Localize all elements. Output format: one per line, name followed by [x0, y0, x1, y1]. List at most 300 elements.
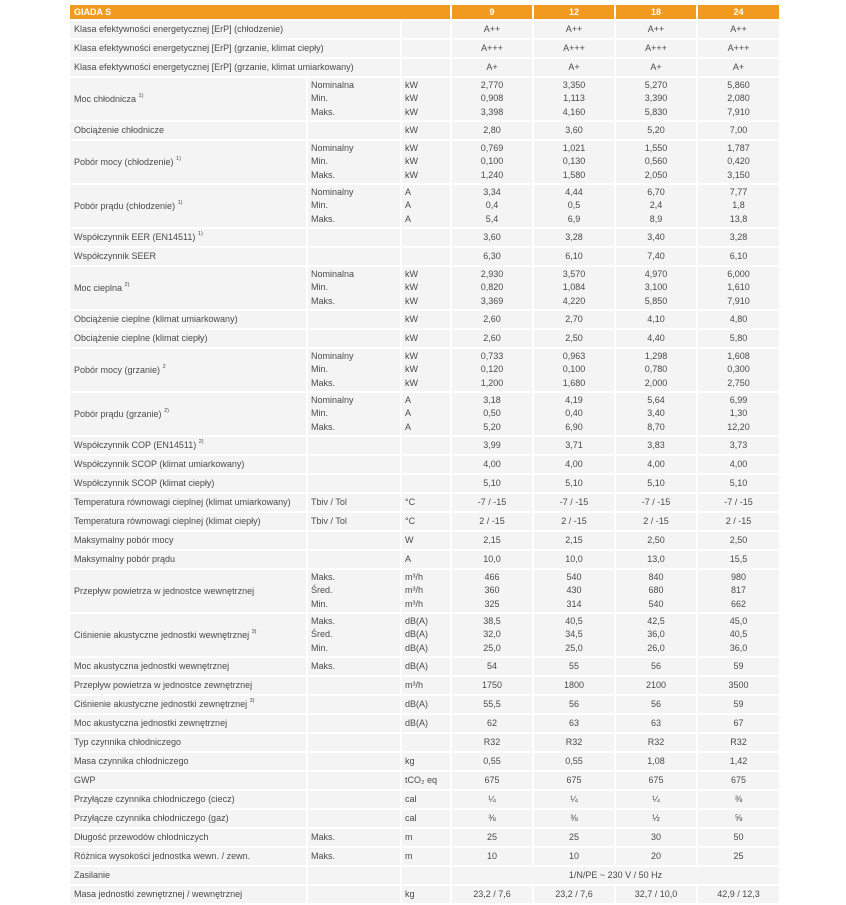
value-cell: R32: [534, 734, 616, 753]
row-unit: tCO₂ eq: [402, 772, 452, 791]
row-condition: [308, 330, 402, 349]
value-cell-line: 0,4: [485, 200, 499, 211]
value-cell: [698, 393, 781, 437]
table-row: [70, 772, 781, 791]
value-cell: 0,55: [452, 753, 534, 772]
value-cell-line: 4,220: [562, 295, 586, 306]
value-cell: 20: [616, 848, 698, 867]
value-cell-line: 25,0: [483, 642, 501, 653]
row-unit-line: dB(A): [405, 629, 429, 640]
value-cell-line: 4,160: [562, 106, 586, 117]
row-label: [70, 122, 308, 141]
table-row: [70, 658, 781, 677]
value-cell: [452, 570, 534, 614]
value-cell: 3,83: [616, 437, 698, 456]
value-cell-line: 1,787: [727, 142, 750, 153]
row-condition-line: Śred.: [311, 629, 333, 640]
row-condition-line: Nominalny: [311, 350, 354, 361]
value-cell: [452, 267, 534, 311]
value-cell-line: 6,70: [647, 186, 665, 197]
row-condition: [308, 267, 402, 311]
row-unit: kg: [402, 753, 452, 772]
value-cell: [698, 141, 781, 185]
row-label-text: Pobór mocy (grzanie): [74, 364, 161, 375]
value-cell: 30: [616, 829, 698, 848]
row-unit-line: m³/h: [405, 585, 423, 596]
row-condition-line: Min.: [311, 598, 329, 609]
value-cell-line: 3,350: [562, 79, 586, 90]
row-label-text: Temperatura równowagi cieplnej (klimat ciepły): [74, 516, 261, 526]
row-unit-line: kW: [405, 169, 418, 180]
row-unit: [402, 734, 452, 753]
value-cell: 6,30: [452, 248, 534, 267]
row-label-text: Obciążenie chłodnicze: [74, 125, 165, 135]
value-cell: ¼: [534, 791, 616, 810]
value-cell: [698, 185, 781, 229]
value-cell: 3,28: [534, 229, 616, 248]
value-cell-line: 0,733: [480, 350, 504, 361]
value-cell: -7 / -15: [698, 494, 781, 513]
row-condition: Tbiv / Tol: [308, 513, 402, 532]
value-cell-line: 0,300: [727, 364, 750, 375]
row-condition: [308, 248, 402, 267]
value-cell: [698, 570, 781, 614]
value-cell-line: 6,000: [727, 268, 750, 279]
value-cell-line: 1,113: [563, 93, 585, 104]
table-row: [70, 456, 781, 475]
row-condition-line: Min.: [311, 156, 329, 167]
value-cell: [616, 393, 698, 437]
row-label: [70, 532, 308, 551]
row-label: [70, 570, 308, 614]
row-unit: [402, 614, 452, 658]
row-condition-line: Nominalna: [311, 79, 355, 90]
value-cell: 2100: [616, 677, 698, 696]
value-cell: A+: [452, 59, 534, 78]
row-label-text: Klasa efektywności energetycznej [ErP] (chłodzenie): [74, 24, 284, 34]
value-cell: -7 / -15: [616, 494, 698, 513]
table-row: [70, 393, 781, 437]
row-unit-line: A: [405, 421, 412, 432]
value-cell-line: 0,5: [567, 200, 581, 211]
footnote-ref: 2): [198, 439, 204, 445]
value-cell: 1,42: [698, 753, 781, 772]
row-label: [70, 437, 308, 456]
row-condition: [308, 393, 402, 437]
row-condition-line: Min.: [311, 642, 329, 653]
row-condition: [308, 867, 402, 886]
row-condition-line: Nominalny: [311, 142, 354, 153]
value-cell-line: 36,0: [729, 642, 748, 653]
table-row: [70, 21, 781, 40]
row-condition: [308, 456, 402, 475]
value-cell: A+: [698, 59, 781, 78]
value-cell: R32: [698, 734, 781, 753]
row-condition-line: Nominalny: [311, 186, 354, 197]
table-row: [70, 437, 781, 456]
value-cell: 54: [452, 658, 534, 677]
value-cell: 63: [616, 715, 698, 734]
table-row: [70, 829, 781, 848]
row-label: [70, 475, 308, 494]
value-cell: [452, 349, 534, 393]
row-unit: °C: [402, 494, 452, 513]
footnote-ref: 3): [249, 698, 255, 704]
value-cell-line: 0,908: [480, 93, 504, 104]
value-cell: 56: [534, 696, 616, 715]
footnote-ref: 2): [164, 407, 169, 414]
row-condition-line: Nominalny: [311, 394, 354, 405]
row-condition: [308, 715, 402, 734]
value-cell: R32: [452, 734, 534, 753]
row-condition: [308, 141, 402, 185]
value-cell: [534, 78, 616, 122]
row-label-text: Pobór prądu (grzanie): [74, 408, 162, 419]
product-name: GIADA S: [70, 5, 452, 21]
value-cell: [616, 141, 698, 185]
value-cell: [452, 185, 534, 229]
table-row: [70, 791, 781, 810]
value-cell-line: 8,70: [647, 421, 665, 432]
row-label-text: Masa jednostki zewnętrznej / wewnętrznej: [74, 889, 243, 899]
row-condition: [308, 475, 402, 494]
value-cell: 2 / -15: [534, 513, 616, 532]
value-cell: 1800: [534, 677, 616, 696]
value-cell: 55,5: [452, 696, 534, 715]
row-label: [70, 494, 308, 513]
row-unit: [402, 456, 452, 475]
row-label-text: Temperatura równowagi cieplnej (klimat umiarkowany): [74, 497, 291, 507]
value-cell-line: 3,100: [644, 282, 668, 293]
value-cell: [534, 614, 616, 658]
value-cell: 10,0: [452, 551, 534, 570]
table-row: [70, 570, 781, 614]
row-condition: [308, 772, 402, 791]
value-cell: 5,10: [698, 475, 781, 494]
spec-table: [70, 5, 781, 905]
value-cell-line: 3,369: [480, 295, 504, 306]
value-cell-line: 1,608: [727, 350, 750, 361]
row-unit-line: kW: [405, 268, 418, 279]
table-row: [70, 551, 781, 570]
value-cell: 63: [534, 715, 616, 734]
value-cell-line: 0,769: [480, 142, 504, 153]
footnote-ref: 2): [124, 281, 130, 288]
row-unit-line: A: [405, 394, 412, 405]
value-cell-line: 1,200: [480, 377, 504, 388]
value-cell: 4,00: [534, 456, 616, 475]
value-cell: 3,73: [698, 437, 781, 456]
value-cell-line: 2,750: [727, 377, 750, 388]
model-18: 18: [616, 5, 698, 21]
value-cell: 4,80: [698, 311, 781, 330]
value-cell: [698, 267, 781, 311]
row-label: [70, 658, 308, 677]
table-row: [70, 185, 781, 229]
row-label-text: Przepływ powietrza w jednostce zewnętrznej: [74, 680, 253, 690]
value-cell-line: 42,5: [647, 615, 665, 626]
value-cell: [698, 349, 781, 393]
row-condition: [308, 122, 402, 141]
value-cell: 25: [698, 848, 781, 867]
row-unit-line: A: [405, 408, 412, 419]
row-label-text: Ciśnienie akustyczne jednostki wewnętrznej: [74, 629, 250, 640]
value-cell-line: 40,5: [729, 629, 748, 640]
value-cell: 2 / -15: [452, 513, 534, 532]
row-condition-line: Maks.: [311, 169, 336, 180]
table-row: [70, 734, 781, 753]
value-cell: A+++: [616, 40, 698, 59]
value-cell-line: 6,90: [565, 421, 583, 432]
row-label-text: Przyłącze czynnika chłodniczego (ciecz): [74, 794, 235, 804]
table-row: [70, 141, 781, 185]
value-cell-line: 2,770: [480, 79, 504, 90]
value-cell-line: 430: [566, 585, 582, 596]
table-row: [70, 248, 781, 267]
value-cell-line: 5,270: [644, 79, 668, 90]
value-cell: 42,9 / 12,3: [698, 886, 781, 905]
row-label: [70, 229, 308, 248]
row-condition: [308, 532, 402, 551]
merged-value: 1/N/PE ~ 230 V / 50 Hz: [452, 867, 781, 886]
table-row: [70, 886, 781, 905]
value-cell-line: 1,8: [732, 200, 745, 211]
row-label: [70, 40, 402, 59]
value-cell: 56: [616, 696, 698, 715]
value-cell-line: 466: [484, 571, 500, 582]
row-unit: [402, 867, 452, 886]
value-cell: 0,55: [534, 753, 616, 772]
value-cell: 4,40: [616, 330, 698, 349]
row-label-text: Współczynnik SEER: [74, 251, 157, 261]
footnote-ref: 1): [138, 92, 144, 99]
row-label-text: Moc chłodnicza: [74, 93, 137, 104]
table-row: [70, 753, 781, 772]
table-row: [70, 330, 781, 349]
value-cell-line: 2,080: [727, 93, 750, 104]
row-label: [70, 677, 308, 696]
value-cell: 2,60: [452, 311, 534, 330]
value-cell-line: 540: [648, 598, 664, 609]
value-cell: A++: [534, 21, 616, 40]
row-label-text: Współczynnik SCOP (klimat ciepły): [74, 478, 215, 488]
row-unit-line: dB(A): [405, 642, 429, 653]
value-cell-line: 5,4: [485, 213, 499, 224]
value-cell: 2,50: [616, 532, 698, 551]
value-cell-line: 0,120: [480, 364, 504, 375]
value-cell: 675: [534, 772, 616, 791]
value-cell: 32,7 / 10,0: [616, 886, 698, 905]
row-unit-line: m³/h: [405, 571, 423, 582]
value-cell-line: 0,820: [480, 282, 504, 293]
row-condition-line: Maks.: [311, 571, 336, 582]
value-cell-line: 2,050: [644, 169, 668, 180]
row-label-text: Obciążenie cieplne (klimat ciepły): [74, 333, 208, 343]
value-cell: 23,2 / 7,6: [452, 886, 534, 905]
value-cell: ⅜: [534, 810, 616, 829]
value-cell: [452, 393, 534, 437]
value-cell-line: 5,20: [483, 421, 501, 432]
row-condition: [308, 349, 402, 393]
row-condition: [308, 551, 402, 570]
row-unit: [402, 40, 452, 59]
value-cell: [534, 393, 616, 437]
value-cell-line: 0,780: [644, 364, 668, 375]
row-unit: [402, 393, 452, 437]
row-unit: dB(A): [402, 658, 452, 677]
row-unit: [402, 475, 452, 494]
row-label: [70, 185, 308, 229]
value-cell: 4,10: [616, 311, 698, 330]
value-cell: [452, 141, 534, 185]
row-condition: Tbiv / Tol: [308, 494, 402, 513]
value-cell: 2,50: [698, 532, 781, 551]
row-label-text: Typ czynnika chłodniczego: [74, 737, 182, 747]
value-cell: A++: [616, 21, 698, 40]
model-9: 9: [452, 5, 534, 21]
value-cell: [534, 349, 616, 393]
row-label-text: Przyłącze czynnika chłodniczego (gaz): [74, 813, 229, 823]
row-unit-line: kW: [405, 156, 418, 167]
footnote-ref: 1): [177, 199, 183, 206]
value-cell-line: 0,560: [644, 156, 668, 167]
value-cell-line: 3,398: [480, 106, 504, 117]
row-label-text: GWP: [74, 775, 96, 785]
value-cell-line: 38,5: [483, 615, 501, 626]
value-cell: 25: [452, 829, 534, 848]
value-cell-line: 1,550: [644, 142, 668, 153]
value-cell-line: 40,5: [565, 615, 583, 626]
row-unit-line: A: [405, 186, 412, 197]
value-cell: 5,10: [452, 475, 534, 494]
value-cell: 3,60: [534, 122, 616, 141]
value-cell: 2,60: [452, 330, 534, 349]
row-condition: [308, 570, 402, 614]
table-row: [70, 696, 781, 715]
value-cell-line: 840: [648, 571, 664, 582]
value-cell-line: 1,084: [562, 282, 586, 293]
value-cell: 10,0: [534, 551, 616, 570]
row-label-text: Długość przewodów chłodniczych: [74, 832, 209, 842]
value-cell-line: 1,580: [562, 169, 586, 180]
value-cell-line: 5,850: [644, 295, 668, 306]
table-row: [70, 677, 781, 696]
row-label: [70, 696, 308, 715]
table-row: [70, 78, 781, 122]
row-label-text: Ciśnienie akustyczne jednostki zewnętrznej: [74, 699, 248, 709]
value-cell: 2,15: [534, 532, 616, 551]
table-row: [70, 532, 781, 551]
table-row: [70, 475, 781, 494]
value-cell-line: 1,298: [644, 350, 668, 361]
value-cell: 10: [534, 848, 616, 867]
row-unit: [402, 59, 452, 78]
value-cell: 4,00: [616, 456, 698, 475]
value-cell: A+: [534, 59, 616, 78]
value-cell-line: 0,40: [565, 408, 583, 419]
value-cell: 50: [698, 829, 781, 848]
value-cell: ⅜: [698, 791, 781, 810]
row-unit: [402, 349, 452, 393]
value-cell: -7 / -15: [452, 494, 534, 513]
value-cell: 3,60: [452, 229, 534, 248]
row-label: [70, 791, 308, 810]
value-cell: 25: [534, 829, 616, 848]
value-cell-line: 4,19: [565, 394, 583, 405]
row-label-text: Maksymalny pobór mocy: [74, 535, 174, 545]
value-cell-line: 662: [730, 598, 747, 609]
value-cell: 2,15: [452, 532, 534, 551]
row-unit: m³/h: [402, 677, 452, 696]
row-label: [70, 551, 308, 570]
row-label: [70, 772, 308, 791]
row-unit: [402, 248, 452, 267]
value-cell: 62: [452, 715, 534, 734]
value-cell-line: 3,390: [644, 93, 668, 104]
value-cell-line: 1,240: [480, 169, 504, 180]
value-cell: [616, 267, 698, 311]
value-cell-line: 8,9: [649, 213, 663, 224]
row-label-text: Pobór mocy (chłodzenie): [74, 156, 174, 167]
row-label: [70, 829, 308, 848]
value-cell: 675: [616, 772, 698, 791]
row-label: [70, 349, 308, 393]
row-condition: [308, 810, 402, 829]
row-label-text: Różnica wysokości jednostka wewn. / zewn.: [74, 851, 251, 861]
row-condition-line: Min.: [311, 364, 329, 375]
row-unit: [402, 78, 452, 122]
row-unit: dB(A): [402, 715, 452, 734]
row-unit: W: [402, 532, 452, 551]
row-condition: [308, 229, 402, 248]
row-label-text: Współczynnik EER (EN14511): [74, 232, 196, 242]
table-row: [70, 122, 781, 141]
value-cell-line: 12,20: [727, 421, 750, 432]
value-cell-line: 6,9: [567, 213, 581, 224]
value-cell-line: 2,4: [649, 200, 663, 211]
value-cell-line: 0,130: [562, 156, 586, 167]
row-label: [70, 848, 308, 867]
row-unit-line: A: [405, 213, 412, 224]
value-cell-line: 1,30: [729, 408, 748, 419]
value-cell-line: 6,99: [729, 394, 748, 405]
row-unit: kW: [402, 330, 452, 349]
row-label: [70, 715, 308, 734]
row-unit-line: m³/h: [405, 598, 423, 609]
value-cell-line: 4,970: [644, 268, 668, 279]
row-unit: [402, 267, 452, 311]
row-unit-line: kW: [405, 106, 418, 117]
row-label: [70, 141, 308, 185]
row-label: [70, 393, 308, 437]
table-row: [70, 614, 781, 658]
row-unit: [402, 21, 452, 40]
value-cell: [616, 185, 698, 229]
table-row: [70, 513, 781, 532]
value-cell-line: 7,77: [729, 186, 748, 197]
row-unit-line: A: [405, 200, 412, 211]
row-label-text: Zasilanie: [74, 870, 111, 880]
row-label-text: Klasa efektywności energetycznej [ErP] (grzanie, klimat umiarkowany): [74, 62, 354, 72]
value-cell: ⅜: [452, 810, 534, 829]
model-24: 24: [698, 5, 781, 21]
value-cell-line: 3,150: [727, 169, 750, 180]
value-cell-line: 34,5: [565, 629, 583, 640]
row-unit-line: kW: [405, 142, 418, 153]
row-unit: kW: [402, 311, 452, 330]
value-cell: [616, 570, 698, 614]
row-condition-line: Min.: [311, 282, 329, 293]
